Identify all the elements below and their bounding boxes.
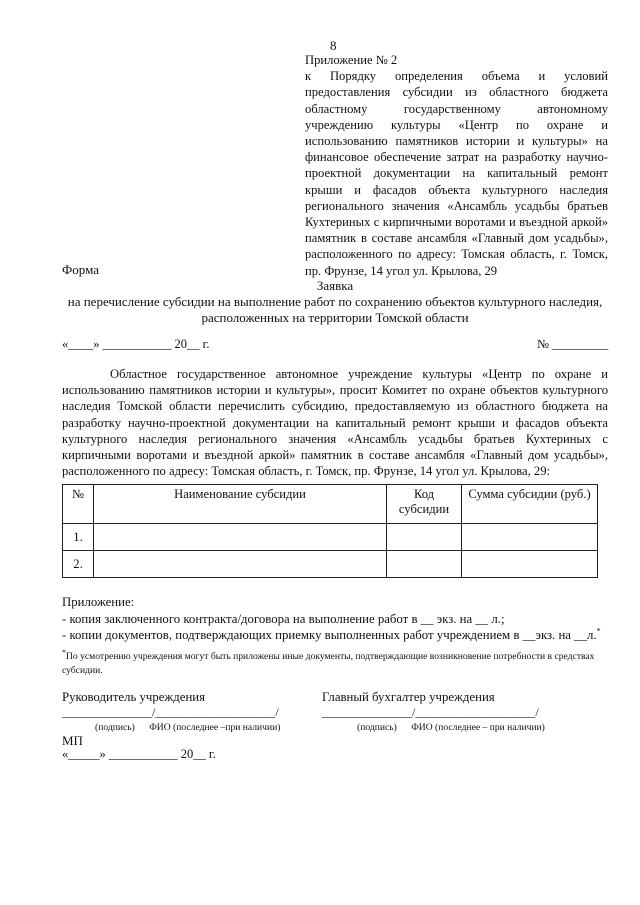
footnote-text: По усмотрению учреждения могут быть приложены иные документы, подтверждающие возникновение потребности в средствах субсидии. xyxy=(62,651,595,676)
heading-subtitle: на перечисление субсидии на выполнение работ по сохранению объектов культурного наследия, расположенных на территории Томской области xyxy=(67,294,603,325)
header-subsidy-name: Наименование субсидии xyxy=(94,485,387,524)
director-signature-line: _______________/____________________/ xyxy=(62,705,279,719)
row-subsidy-name xyxy=(94,524,387,551)
accountant-signature-line: _______________/____________________/ xyxy=(322,705,539,719)
stamp-label: МП xyxy=(62,733,83,748)
row-subsidy-amount xyxy=(462,551,598,578)
stamp-date: «_____» ___________ 20__ г. xyxy=(62,747,216,761)
director-signature-caption: (подпись) ФИО (последнее –при наличии) xyxy=(95,722,281,733)
appendix-block xyxy=(305,52,608,279)
header-subsidy-code: Код субсидии xyxy=(387,485,462,524)
accountant-signature-title: Главный бухгалтер учреждения xyxy=(322,690,495,704)
footnote-mark: * xyxy=(62,647,66,657)
form-label: Форма xyxy=(62,262,99,277)
heading-title: Заявка xyxy=(316,278,354,293)
row-number: 2. xyxy=(63,551,94,578)
table-row xyxy=(63,551,598,578)
page-number: 8 xyxy=(330,38,337,53)
appendix-text: к Порядку определения объема и условий предоставления субсидии из областного бюджета областному государственному автономному учреждению культуры «Центр по охране и использованию памятников истории и культуры» на финансовое обеспечение затрат на разработку научно-проектной документации на капитальный ремонт крыши и фасадов объекта культурного наследия регионального значения «Ансамбль усадьбы братьев Кухтериных с кирпичными воротами и въездной аркой» памятник в составе ансамбля «Главный дом усадьбы», расположенного по адресу: Томская область, г. Томск, пр. Фрунзе, 14 угол ул. Крылова, 29 xyxy=(305,69,608,278)
table-row xyxy=(63,524,598,551)
appendix-title: Приложение № 2 xyxy=(305,53,398,67)
attachment-item-with-footnote xyxy=(62,627,601,644)
director-signature-title: Руководитель учреждения xyxy=(62,690,206,704)
footnote xyxy=(62,647,610,678)
subsidy-table xyxy=(62,484,598,578)
header-subsidy-amount: Сумма субсидии (руб.) xyxy=(462,485,598,524)
date-line: «____» ___________ 20__ г. xyxy=(62,337,210,351)
attachment-item: - копии документов, подтверждающих приемку выполненных работ учреждением в __экз. на __л. xyxy=(62,628,597,642)
footnote-reference: * xyxy=(596,626,601,636)
header-number: № xyxy=(63,485,94,524)
attachment-item: - копия заключенного контракта/договора на выполнение работ в __ экз. на __ л.; xyxy=(62,611,505,626)
application-heading xyxy=(62,278,608,326)
number-line: № _________ xyxy=(537,337,609,351)
row-subsidy-code xyxy=(387,524,462,551)
attachments-title: Приложение: xyxy=(62,595,135,609)
row-subsidy-name xyxy=(94,551,387,578)
row-subsidy-code xyxy=(387,551,462,578)
body-paragraph: Областное государственное автономное учреждение культуры «Центр по охране и использованию памятников истории и культуры», просит Комитет по охране объектов культурного наследия Томской области перечислить субсидию, предоставляемую из областного бюджета на разработку научно-проектной документации на капитальный ремонт крыши и фасадов объекта культурного наследия регионального значения «Ансамбль усадьбы братьев Кухтериных с кирпичными воротами и въездной аркой» памятник в составе ансамбля «Главный дом усадьбы», расположенного по адресу: Томская область, г. Томск, пр. Фрунзе, 14 угол ул. Крылова, 29: xyxy=(62,367,608,479)
row-number: 1. xyxy=(63,524,94,551)
accountant-signature-caption: (подпись) ФИО (последнее – при наличии) xyxy=(357,722,545,733)
attachments-block xyxy=(62,594,601,644)
row-subsidy-amount xyxy=(462,524,598,551)
table-header-row xyxy=(63,485,598,524)
